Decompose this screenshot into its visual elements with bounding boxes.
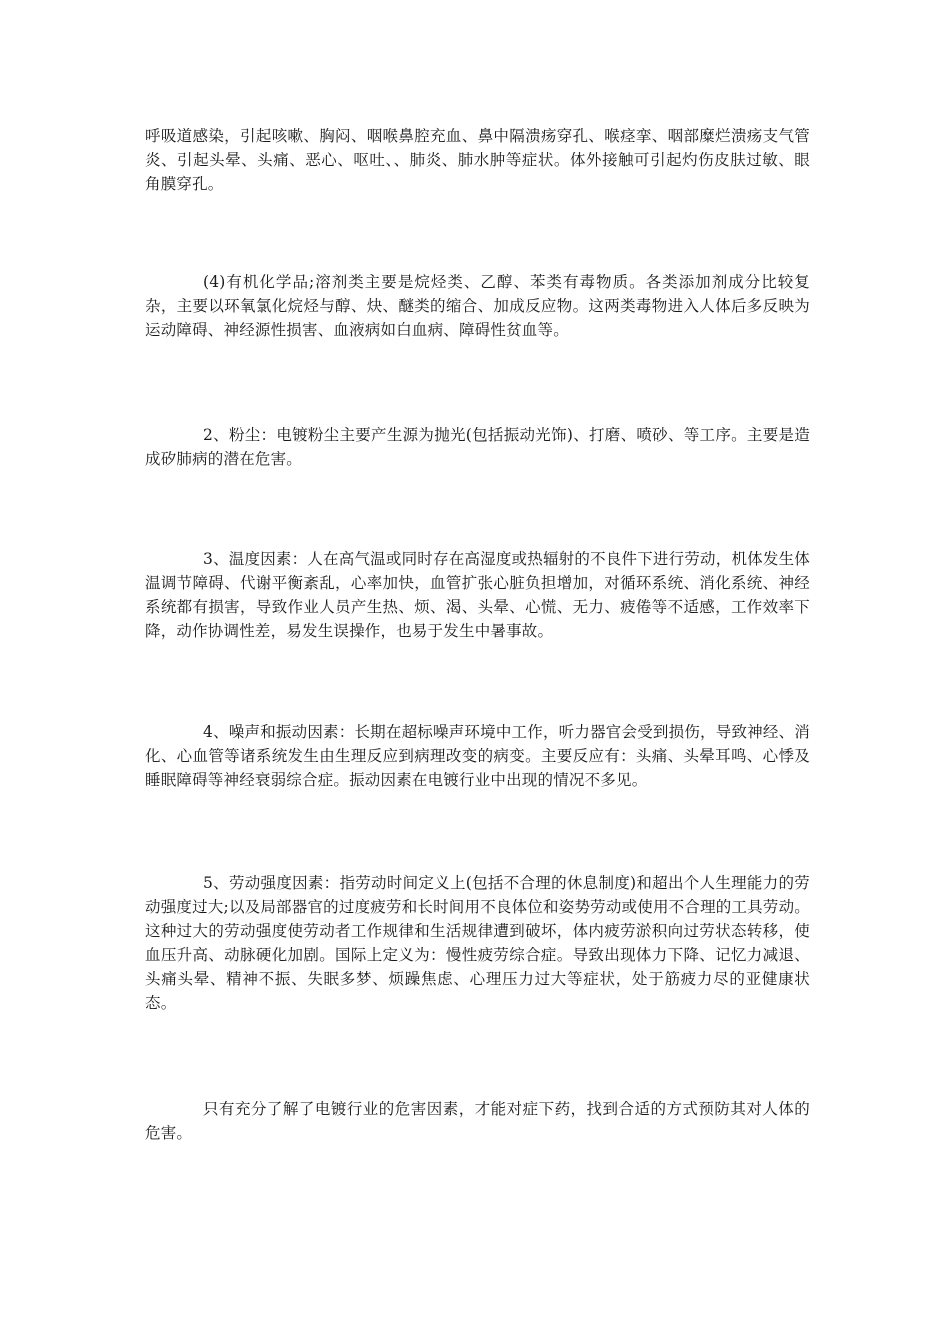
paragraph-noise-vibration: 4、噪声和振动因素：长期在超标噪声环境中工作，听力器官会受到损伤，导致神经、消化、心血管等诸系统发生由生理反应到病理改变的病变。主要反应有：头痛、头晕耳鸣、心悸及睡眠障碍等神经衰弱综合症。振动因素在电镀行业中出现的情况不多见。	[145, 723, 810, 789]
paragraph-organic-chemicals: (4)有机化学品;溶剂类主要是烷烃类、乙醇、苯类有毒物质。各类添加剂成分比较复杂，主要以环氧氯化烷烃与醇、炔、醚类的缩合、加成反应物。这两类毒物进入人体后多反映为运动障碍、神经源性损害、血液病如白血病、障碍性贫血等。	[145, 273, 810, 339]
paragraph-conclusion: 只有充分了解了电镀行业的危害因素，才能对症下药，找到合适的方式预防其对人体的危害。	[145, 1100, 810, 1142]
paragraph-respiratory-effects: 呼吸道感染，引起咳嗽、胸闷、咽喉鼻腔充血、鼻中隔溃疡穿孔、喉痉挛、咽部糜烂溃疡支气管炎、引起头晕、头痛、恶心、呕吐、、肺炎、肺水肿等症状。体外接触可引起灼伤皮肤过敏、眼角膜穿孔。	[145, 127, 810, 193]
paragraph-dust: 2、粉尘：电镀粉尘主要产生源为抛光(包括振动光饰)、打磨、喷砂、等工序。主要是造成矽肺病的潜在危害。	[145, 426, 810, 468]
paragraph-temperature: 3、温度因素：人在高气温或同时存在高湿度或热辐射的不良件下进行劳动，机体发生体温调节障碍、代谢平衡紊乱，心率加快，血管扩张心脏负担增加，对循环系统、消化系统、神经系统都有损害，导致作业人员产生热、烦、渴、头晕、心慌、无力、疲倦等不适感，工作效率下降，动作协调性差，易发生误操作，也易于发生中暑事故。	[145, 550, 810, 640]
paragraph-labor-intensity: 5、劳动强度因素：指劳动时间定义上(包括不合理的休息制度)和超出个人生理能力的劳动强度过大;以及局部器官的过度疲劳和长时间用不良体位和姿势劳动或使用不合理的工具劳动。这种过大的劳动强度使劳动者工作规律和生活规律遭到破坏，体内疲劳淤积向过劳状态转移，使血压升高、动脉硬化加剧。国际上定义为：慢性疲劳综合症。导致出现体力下降、记忆力减退、头痛头晕、精神不振、失眠多梦、烦躁焦虑、心理压力过大等症状，处于筋疲力尽的亚健康状态。	[145, 874, 810, 1012]
